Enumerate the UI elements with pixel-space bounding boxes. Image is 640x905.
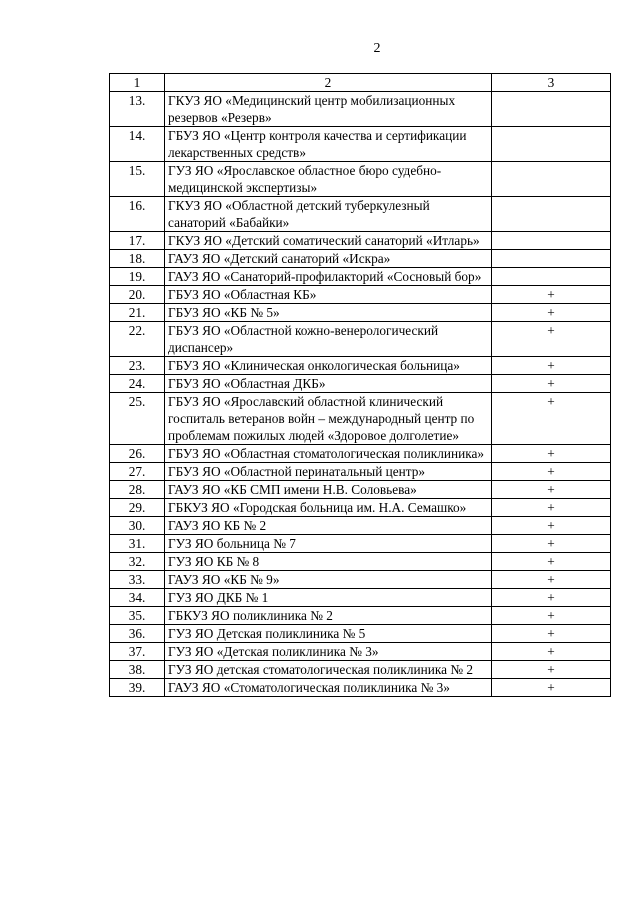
mark-cell	[492, 127, 611, 162]
institution-name-cell: ГУЗ ЯО «Ярославское областное бюро судебно-медицинской экспертизы»	[165, 162, 492, 197]
mark-cell	[492, 92, 611, 127]
row-number-cell: 30.	[110, 517, 165, 535]
mark-cell: +	[492, 375, 611, 393]
table-row	[110, 375, 611, 393]
table-row	[110, 535, 611, 553]
institution-name-cell: ГАУЗ ЯО «Детский санаторий «Искра»	[165, 250, 492, 268]
mark-cell: +	[492, 643, 611, 661]
mark-cell	[492, 250, 611, 268]
table-row	[110, 679, 611, 697]
row-number-cell: 29.	[110, 499, 165, 517]
table-row	[110, 553, 611, 571]
mark-cell: +	[492, 393, 611, 445]
institutions-table	[109, 73, 611, 697]
row-number-cell: 27.	[110, 463, 165, 481]
mark-cell	[492, 162, 611, 197]
institution-name-cell: ГУЗ ЯО Детская поликлиника № 5	[165, 625, 492, 643]
row-number-cell: 31.	[110, 535, 165, 553]
mark-cell: +	[492, 445, 611, 463]
mark-cell: +	[492, 535, 611, 553]
institution-name-cell: ГБКУЗ ЯО «Городская больница им. Н.А. Семашко»	[165, 499, 492, 517]
row-number-cell: 26.	[110, 445, 165, 463]
table-row	[110, 661, 611, 679]
mark-cell: +	[492, 499, 611, 517]
row-number-cell: 38.	[110, 661, 165, 679]
row-number-cell: 18.	[110, 250, 165, 268]
page-number: 2	[373, 41, 381, 56]
row-number-cell: 21.	[110, 304, 165, 322]
row-number-cell: 16.	[110, 197, 165, 232]
header-cell-1: 1	[110, 74, 165, 92]
header-cell-2: 2	[165, 74, 492, 92]
mark-cell: +	[492, 286, 611, 304]
row-number-cell: 25.	[110, 393, 165, 445]
table-row	[110, 481, 611, 499]
institution-name-cell: ГКУЗ ЯО «Детский соматический санаторий «Итларь»	[165, 232, 492, 250]
mark-cell: +	[492, 481, 611, 499]
mark-cell: +	[492, 463, 611, 481]
row-number-cell: 33.	[110, 571, 165, 589]
institution-name-cell: ГБУЗ ЯО «Ярославский областной клинический госпиталь ветеранов войн – международный центр по проблемам пожилых людей «Здоровое долголетие»	[165, 393, 492, 445]
mark-cell	[492, 197, 611, 232]
mark-cell	[492, 268, 611, 286]
institution-name-cell: ГУЗ ЯО КБ № 8	[165, 553, 492, 571]
table-row	[110, 571, 611, 589]
mark-cell: +	[492, 607, 611, 625]
mark-cell: +	[492, 553, 611, 571]
institution-name-cell: ГАУЗ ЯО «Санаторий-профилакторий «Сосновый бор»	[165, 268, 492, 286]
mark-cell: +	[492, 322, 611, 357]
mark-cell: +	[492, 589, 611, 607]
institution-name-cell: ГБУЗ ЯО «КБ № 5»	[165, 304, 492, 322]
table-row	[110, 250, 611, 268]
table-row	[110, 197, 611, 232]
institution-name-cell: ГБУЗ ЯО «Областная стоматологическая поликлиника»	[165, 445, 492, 463]
table-row	[110, 162, 611, 197]
institution-name-cell: ГБУЗ ЯО «Областной кожно-венерологический диспансер»	[165, 322, 492, 357]
row-number-cell: 28.	[110, 481, 165, 499]
institution-name-cell: ГКУЗ ЯО «Медицинский центр мобилизационных резервов «Резерв»	[165, 92, 492, 127]
institution-name-cell: ГБУЗ ЯО «Центр контроля качества и сертификации лекарственных средств»	[165, 127, 492, 162]
table-row	[110, 357, 611, 375]
table-row	[110, 393, 611, 445]
table-row	[110, 499, 611, 517]
row-number-cell: 36.	[110, 625, 165, 643]
row-number-cell: 14.	[110, 127, 165, 162]
table-row	[110, 517, 611, 535]
header-cell-3: 3	[492, 74, 611, 92]
institution-name-cell: ГУЗ ЯО больница № 7	[165, 535, 492, 553]
mark-cell: +	[492, 625, 611, 643]
row-number-cell: 39.	[110, 679, 165, 697]
institution-name-cell: ГУЗ ЯО детская стоматологическая поликлиника № 2	[165, 661, 492, 679]
institution-name-cell: ГБУЗ ЯО «Областная КБ»	[165, 286, 492, 304]
row-number-cell: 17.	[110, 232, 165, 250]
institution-name-cell: ГКУЗ ЯО «Областной детский туберкулезный санаторий «Бабайки»	[165, 197, 492, 232]
row-number-cell: 34.	[110, 589, 165, 607]
row-number-cell: 32.	[110, 553, 165, 571]
institution-name-cell: ГБУЗ ЯО «Областной перинатальный центр»	[165, 463, 492, 481]
mark-cell: +	[492, 517, 611, 535]
table-header-row	[110, 74, 611, 92]
table-row	[110, 322, 611, 357]
institution-name-cell: ГАУЗ ЯО «Стоматологическая поликлиника № 3»	[165, 679, 492, 697]
table-row	[110, 268, 611, 286]
institution-name-cell: ГАУЗ ЯО «КБ № 9»	[165, 571, 492, 589]
institution-name-cell: ГБУЗ ЯО «Областная ДКБ»	[165, 375, 492, 393]
table-row	[110, 625, 611, 643]
table-row	[110, 463, 611, 481]
row-number-cell: 13.	[110, 92, 165, 127]
table-row	[110, 92, 611, 127]
institution-name-cell: ГУЗ ЯО «Детская поликлиника № 3»	[165, 643, 492, 661]
mark-cell: +	[492, 357, 611, 375]
table-body	[110, 74, 611, 697]
institution-name-cell: ГАУЗ ЯО КБ № 2	[165, 517, 492, 535]
table-row	[110, 304, 611, 322]
row-number-cell: 37.	[110, 643, 165, 661]
row-number-cell: 19.	[110, 268, 165, 286]
row-number-cell: 35.	[110, 607, 165, 625]
mark-cell: +	[492, 661, 611, 679]
mark-cell	[492, 232, 611, 250]
table-row	[110, 643, 611, 661]
row-number-cell: 24.	[110, 375, 165, 393]
table-row	[110, 127, 611, 162]
table-row	[110, 445, 611, 463]
row-number-cell: 20.	[110, 286, 165, 304]
row-number-cell: 15.	[110, 162, 165, 197]
mark-cell: +	[492, 304, 611, 322]
table-row	[110, 286, 611, 304]
institution-name-cell: ГУЗ ЯО ДКБ № 1	[165, 589, 492, 607]
table-row	[110, 232, 611, 250]
institution-name-cell: ГБКУЗ ЯО поликлиника № 2	[165, 607, 492, 625]
mark-cell: +	[492, 679, 611, 697]
row-number-cell: 22.	[110, 322, 165, 357]
table-row	[110, 589, 611, 607]
institution-name-cell: ГАУЗ ЯО «КБ СМП имени Н.В. Соловьева»	[165, 481, 492, 499]
table-row	[110, 607, 611, 625]
mark-cell: +	[492, 571, 611, 589]
institution-name-cell: ГБУЗ ЯО «Клиническая онкологическая больница»	[165, 357, 492, 375]
row-number-cell: 23.	[110, 357, 165, 375]
